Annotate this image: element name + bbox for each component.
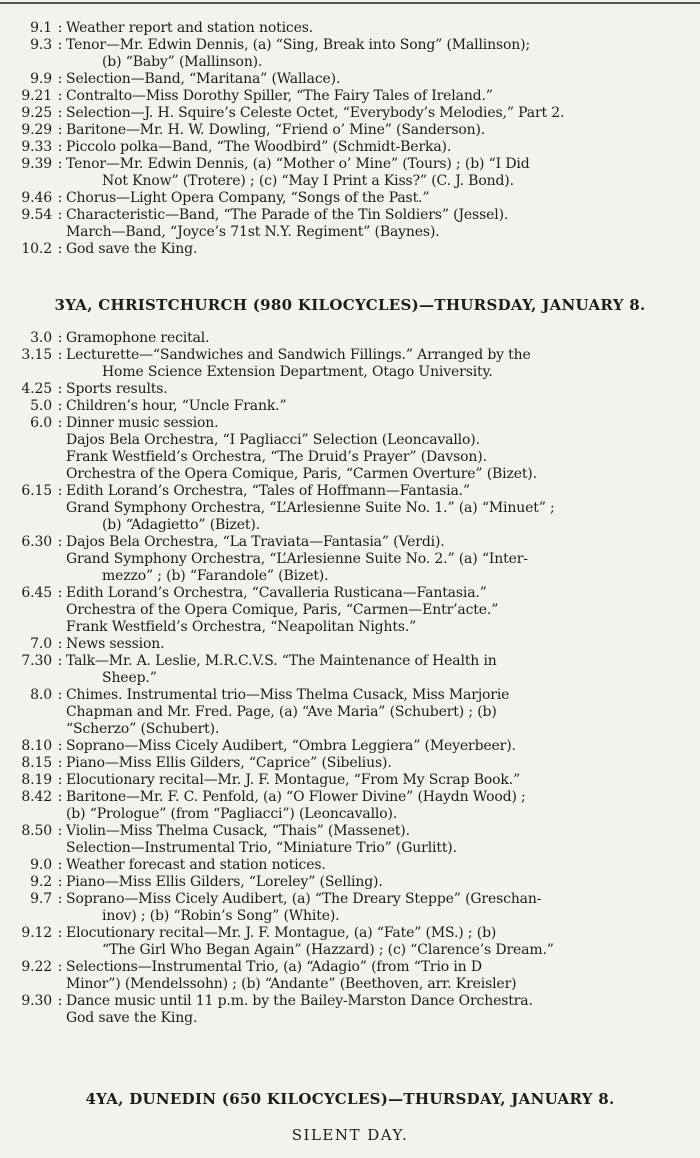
entry-time: 9.3 [30,37,52,53]
entry-line: Grand Symphony Orchestra, “L’Arlesienne Suite No. 1.” (a) “Minuet” ; [66,500,555,516]
entry-separator: : [57,857,63,873]
entry-line: Grand Symphony Orchestra, “L’Arlesienne Suite No. 2.” (a) “Inter- [66,551,528,567]
entry-text [66,88,700,105]
programme-entry [0,241,700,258]
entry-line: News session. [66,636,165,652]
entry-separator: : [57,37,63,53]
entry-line: Dajos Bela Orchestra, “I Pagliacci” Selection (Leoncavallo). [66,432,480,448]
entry-line: mezzo” ; (b) “Farandole” (Bizet). [102,568,329,584]
entry-text [66,37,700,71]
entry-line: Dajos Bela Orchestra, “La Traviata—Fantasia” (Verdi). [66,534,445,550]
entry-time: 8.15 [21,755,52,771]
programme-section-3ya [0,330,700,1027]
entry-line: inov) ; (b) “Robin’s Song” (White). [102,908,340,924]
entry-time: 3.0 [30,330,52,346]
entry-separator: : [57,190,63,206]
entry-text [66,823,700,857]
entry-time: 9.30 [21,993,52,1009]
entry-text [66,772,700,789]
entry-separator: : [57,738,63,754]
entry-time: 9.33 [21,139,52,155]
entry-time: 9.12 [21,925,52,941]
entry-separator: : [57,636,63,652]
entry-text [66,139,700,156]
programme-entry [0,483,700,534]
entry-separator: : [57,993,63,1009]
entry-separator: : [57,789,63,805]
entry-separator: : [57,20,63,36]
entry-time: 8.42 [21,789,52,805]
programme-entry [0,874,700,891]
entry-time: 9.9 [30,71,52,87]
entry-line: Chorus—Light Opera Company, “Songs of the Past.” [66,190,430,206]
entry-line: Lecturette—“Sandwiches and Sandwich Fillings.” Arranged by the [66,347,531,363]
entry-separator: : [57,241,63,257]
entry-time: 9.46 [21,190,52,206]
programme-entry [0,122,700,139]
entry-time: 9.29 [21,122,52,138]
programme-entry [0,398,700,415]
programme-entry [0,415,700,483]
entry-line: Home Science Extension Department, Otago University. [102,364,493,380]
entry-line: (b) “Prologue” (from “Pagliacci”) (Leoncavallo). [66,806,398,822]
programme-section-previous [0,20,700,258]
entry-separator: : [57,330,63,346]
entry-line: Tenor—Mr. Edwin Dennis, (a) “Mother o’ Mine” (Tours) ; (b) “I Did [66,156,530,172]
entry-text [66,687,700,738]
entry-line: Selection—J. H. Squire’s Celeste Octet, “Everybody’s Melodies,” Part 2. [66,105,565,121]
entry-text [66,636,700,653]
entry-line: Tenor—Mr. Edwin Dennis, (a) “Sing, Break into Song” (Mallinson); [66,37,531,53]
entry-time: 10.2 [21,241,52,257]
entry-separator: : [57,755,63,771]
programme-entry [0,653,700,687]
entry-line: Minor”) (Mendelssohn) ; (b) “Andante” (Beethoven, arr. Kreisler) [66,976,517,992]
programme-entry [0,156,700,190]
entry-text [66,534,700,585]
entry-time: 5.0 [30,398,52,414]
entry-time: 6.15 [21,483,52,499]
entry-line: Selection—Band, “Maritana” (Wallace). [66,71,341,87]
entry-text [66,925,700,959]
entry-separator: : [57,483,63,499]
entry-line: Violin—Miss Thelma Cusack, “Thais” (Massenet). [66,823,410,839]
entry-text [66,156,700,190]
entry-line: Dance music until 11 p.m. by the Bailey-Marston Dance Orchestra. [66,993,533,1009]
entry-text [66,190,700,207]
entry-separator: : [57,381,63,397]
entry-time: 9.21 [21,88,52,104]
entry-text [66,71,700,88]
entry-separator: : [57,415,63,431]
programme-entry [0,207,700,241]
entry-line: Not Know” (Trotere) ; (c) “May I Print a Kiss?” (C. J. Bond). [102,173,514,189]
programme-entry [0,925,700,959]
entry-text [66,653,700,687]
entry-text [66,959,700,993]
programme-entry [0,891,700,925]
entry-separator: : [57,88,63,104]
entry-text [66,20,700,37]
programme-entry [0,330,700,347]
entry-line: Talk—Mr. A. Leslie, M.R.C.V.S. “The Maintenance of Health in [66,653,497,669]
entry-time: 4.25 [21,381,52,397]
entry-line: Chapman and Mr. Fred. Page, (a) “Ave Maria” (Schubert) ; (b) [66,704,497,720]
entry-line: Soprano—Miss Cicely Audibert, “Ombra Leggiera” (Meyerbeer). [66,738,516,754]
entry-separator: : [57,687,63,703]
entry-separator: : [57,122,63,138]
programme-entry [0,738,700,755]
entry-line: Characteristic—Band, “The Parade of the Tin Soldiers” (Jessel). [66,207,509,223]
entry-time: 8.19 [21,772,52,788]
entry-line: Weather report and station notices. [66,20,314,36]
silent-day-note: SILENT DAY. [291,1126,409,1144]
entry-text [66,105,700,122]
programme-entry [0,636,700,653]
entry-text [66,415,700,483]
entry-text [66,398,700,415]
entry-time: 9.54 [21,207,52,223]
entry-time: 3.15 [21,347,52,363]
programme-entry [0,347,700,381]
entry-line: Elocutionary recital—Mr. J. F. Montague, “From My Scrap Book.” [66,772,521,788]
programme-entry [0,993,700,1027]
entry-line: Baritone—Mr. H. W. Dowling, “Friend o’ Mine” (Sanderson). [66,122,486,138]
entry-time: 6.0 [30,415,52,431]
entry-line: Piccolo polka—Band, “The Woodbird” (Schmidt-Berka). [66,139,452,155]
entry-line: Chimes. Instrumental trio—Miss Thelma Cusack, Miss Marjorie [66,687,510,703]
entry-time: 9.7 [30,891,52,907]
entry-text [66,381,700,398]
entry-text [66,993,700,1027]
station-heading-3ya: 3YA, CHRISTCHURCH (980 KILOCYCLES)—THURSDAY, JANUARY 8. [54,296,646,314]
programme-entry [0,959,700,993]
entry-separator: : [57,874,63,890]
entry-separator: : [57,207,63,223]
entry-line: “Scherzo” (Schubert). [66,721,220,737]
entry-separator: : [57,653,63,669]
entry-line: Sports results. [66,381,168,397]
programme-entry [0,381,700,398]
entry-text [66,122,700,139]
entry-text [66,585,700,636]
programme-entry [0,71,700,88]
entry-line: Contralto—Miss Dorothy Spiller, “The Fairy Tales of Ireland.” [66,88,493,104]
entry-time: 6.30 [21,534,52,550]
entry-line: God save the King. [66,241,198,257]
entry-line: Gramophone recital. [66,330,210,346]
entry-text [66,857,700,874]
station-heading-4ya: 4YA, DUNEDIN (650 KILOCYCLES)—THURSDAY, JANUARY 8. [85,1090,615,1108]
entry-line: Frank Westfield’s Orchestra, “The Druid’s Prayer” (Davson). [66,449,487,465]
programme-entry [0,139,700,156]
entry-line: Elocutionary recital—Mr. J. F. Montague, (a) “Fate” (MS.) ; (b) [66,925,497,941]
entry-line: Frank Westfield’s Orchestra, “Neapolitan Nights.” [66,619,417,635]
entry-line: Dinner music session. [66,415,219,431]
entry-line: Piano—Miss Ellis Gilders, “Caprice” (Sibelius). [66,755,392,771]
entry-line: “The Girl Who Began Again” (Hazzard) ; (c) “Clarence’s Dream.” [102,942,554,958]
entry-time: 7.0 [30,636,52,652]
entry-text [66,738,700,755]
programme-entry [0,105,700,122]
entry-time: 8.10 [21,738,52,754]
programme-entry [0,534,700,585]
entry-text [66,241,700,258]
entry-separator: : [57,534,63,550]
entry-separator: : [57,105,63,121]
entry-separator: : [57,959,63,975]
entry-time: 9.25 [21,105,52,121]
entry-line: Edith Lorand’s Orchestra, “Cavalleria Rusticana—Fantasia.” [66,585,487,601]
programme-entry [0,585,700,636]
entry-separator: : [57,925,63,941]
entry-time: 9.39 [21,156,52,172]
programme-entry [0,190,700,207]
entry-line: Selections—Instrumental Trio, (a) “Adagio” (from “Trio in D [66,959,482,975]
entry-separator: : [57,585,63,601]
entry-line: Edith Lorand’s Orchestra, “Tales of Hoffmann—Fantasia.” [66,483,470,499]
entry-line: Selection—Instrumental Trio, “Miniature Trio” (Gurlitt). [66,840,457,856]
entry-text [66,207,700,241]
programme-entry [0,88,700,105]
entry-time: 9.1 [30,20,52,36]
entry-line: (b) “Adagietto” (Bizet). [102,517,260,533]
entry-time: 9.0 [30,857,52,873]
programme-entry [0,772,700,789]
entry-line: Weather forecast and station notices. [66,857,326,873]
entry-separator: : [57,823,63,839]
entry-text [66,891,700,925]
entry-line: Soprano—Miss Cicely Audibert, (a) “The Dreary Steppe” (Greschan- [66,891,542,907]
entry-separator: : [57,71,63,87]
entry-time: 8.0 [30,687,52,703]
entry-line: Children’s hour, “Uncle Frank.” [66,398,287,414]
programme-entry [0,37,700,71]
top-rule [0,2,700,4]
entry-separator: : [57,347,63,363]
entry-text [66,330,700,347]
entry-time: 8.50 [21,823,52,839]
entry-time: 9.2 [30,874,52,890]
entry-text [66,755,700,772]
entry-text [66,483,700,534]
entry-separator: : [57,891,63,907]
entry-line: God save the King. [66,1010,198,1026]
programme-entry [0,687,700,738]
programme-entry [0,755,700,772]
entry-line: Piano—Miss Ellis Gilders, “Loreley” (Selling). [66,874,383,890]
entry-line: Sheep.” [102,670,157,686]
entry-line: Baritone—Mr. F. C. Penfold, (a) “O Flower Divine” (Haydn Wood) ; [66,789,526,805]
entry-line: March—Band, “Joyce’s 71st N.Y. Regiment” (Baynes). [66,224,440,240]
entry-text [66,874,700,891]
programme-entry [0,789,700,823]
entry-separator: : [57,398,63,414]
entry-time: 9.22 [21,959,52,975]
entry-separator: : [57,139,63,155]
entry-time: 7.30 [21,653,52,669]
entry-line: (b) “Baby” (Mallinson). [102,54,263,70]
entry-separator: : [57,156,63,172]
entry-time: 6.45 [21,585,52,601]
programme-entry [0,823,700,857]
entry-separator: : [57,772,63,788]
programme-entry [0,857,700,874]
entry-line: Orchestra of the Opera Comique, Paris, “Carmen Overture” (Bizet). [66,466,537,482]
entry-text [66,347,700,381]
entry-text [66,789,700,823]
entry-line: Orchestra of the Opera Comique, Paris, “Carmen—Entr’acte.” [66,602,499,618]
programme-entry [0,20,700,37]
